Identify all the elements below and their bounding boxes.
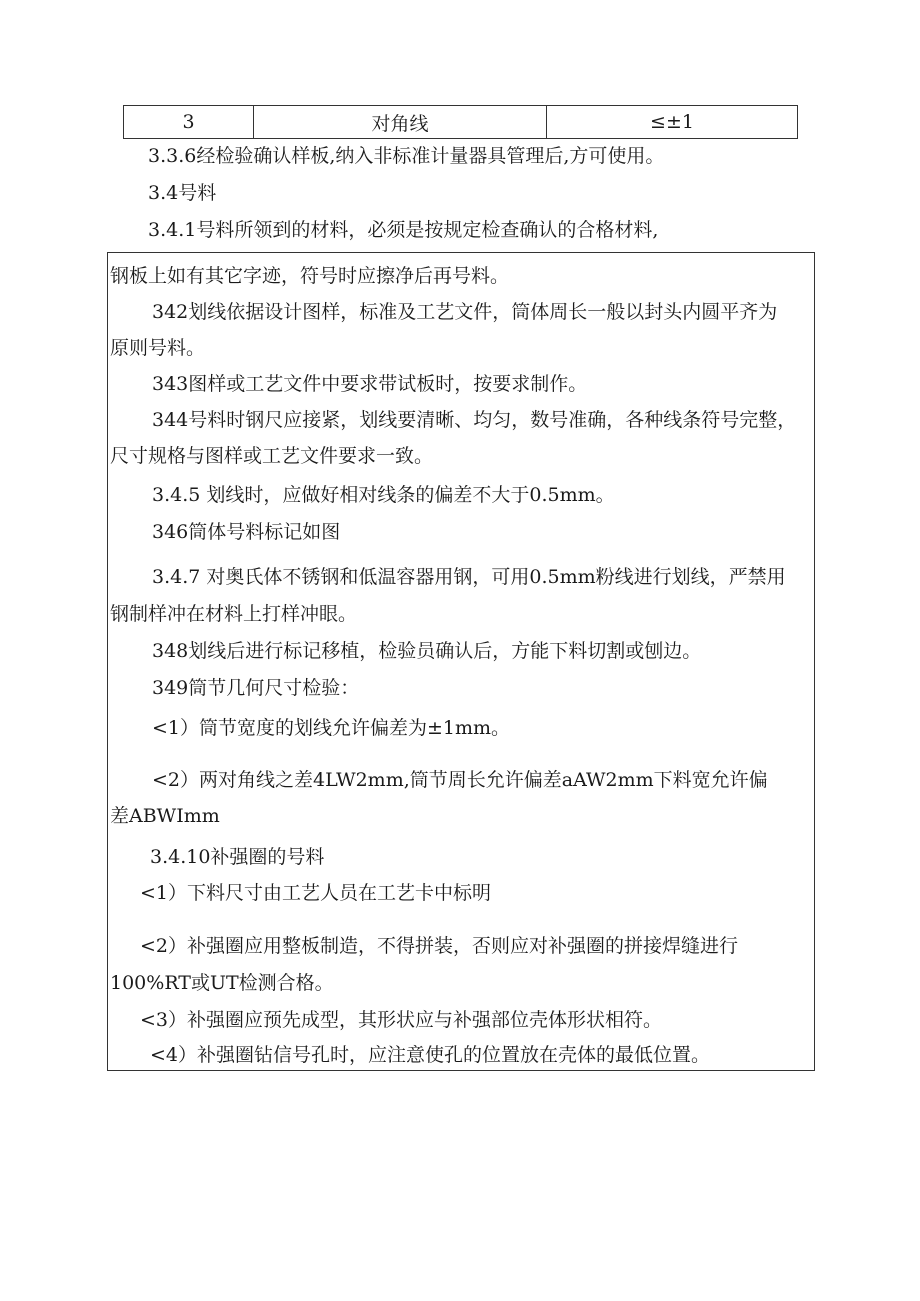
text-line: 钢板上如有其它字迹，符号时应擦净后再号料。 [110,265,510,287]
paragraph-3-4-1: 3.4.1号料所领到的材料，必须是按规定检查确认的合格材料, [148,219,659,241]
text-line: 349筒节几何尺寸检验： [152,677,360,699]
table-row [124,106,798,139]
text-line: 346筒体号料标记如图 [152,521,341,543]
table-cell-tolerance: ≤±1 [547,106,798,139]
tolerance-table [123,105,798,139]
text-line: 343图样或工艺文件中要求带试板时，按要求制作。 [152,373,588,395]
table-cell-item: 对角线 [254,106,547,139]
text-line: 342划线依据设计图样，标准及工艺文件，筒体周长一般以封头内圆平齐为 [152,301,778,323]
section-heading-3-4: 3.4号料 [148,182,217,204]
text-line: 差ABWImm [110,805,220,827]
text-line: 3.4.10补强圈的号料 [150,846,325,868]
text-line: 尺寸规格与图样或工艺文件要求一致。 [110,445,434,467]
text-line: <1）筒节宽度的划线允许偏差为±1mm。 [152,717,511,739]
table-cell-no: 3 [124,106,254,139]
text-line: <4）补强圈钻信号孔时，应注意使孔的位置放在壳体的最低位置。 [150,1044,711,1066]
text-line: <2）补强圈应用整板制造，不得拼装，否则应对补强圈的拼接焊缝进行 [140,935,739,957]
text-line: <3）补强圈应预先成型，其形状应与补强部位壳体形状相符。 [140,1009,663,1031]
text-line: 100%RT或UT检测合格。 [110,972,334,994]
text-line: 344号料时钢尺应接紧，划线要清晰、均匀，数号准确，各种线条符号完整， [152,409,797,431]
text-line: 钢制样冲在材料上打样冲眼。 [110,603,358,625]
text-line: <1）下料尺寸由工艺人员在工艺卡中标明 [140,882,492,904]
paragraph-3-3-6: 3.3.6经检验确认样板,纳入非标准计量器具管理后,方可使用。 [148,145,665,167]
content-box [107,252,815,1071]
text-line: 原则号料。 [110,337,206,359]
text-line: 3.4.5 划线时，应做好相对线条的偏差不大于0.5mm。 [152,484,615,506]
text-line: 348划线后进行标记移植，检验员确认后，方能下料切割或刨边。 [152,640,702,662]
text-line: 3.4.7 对奥氏体不锈钢和低温容器用钢，可用0.5mm粉线进行划线，严禁用 [152,566,786,588]
text-line: <2）两对角线之差4LW2mm,筒节周长允许偏差aAW2mm下料宽允许偏 [152,769,768,791]
